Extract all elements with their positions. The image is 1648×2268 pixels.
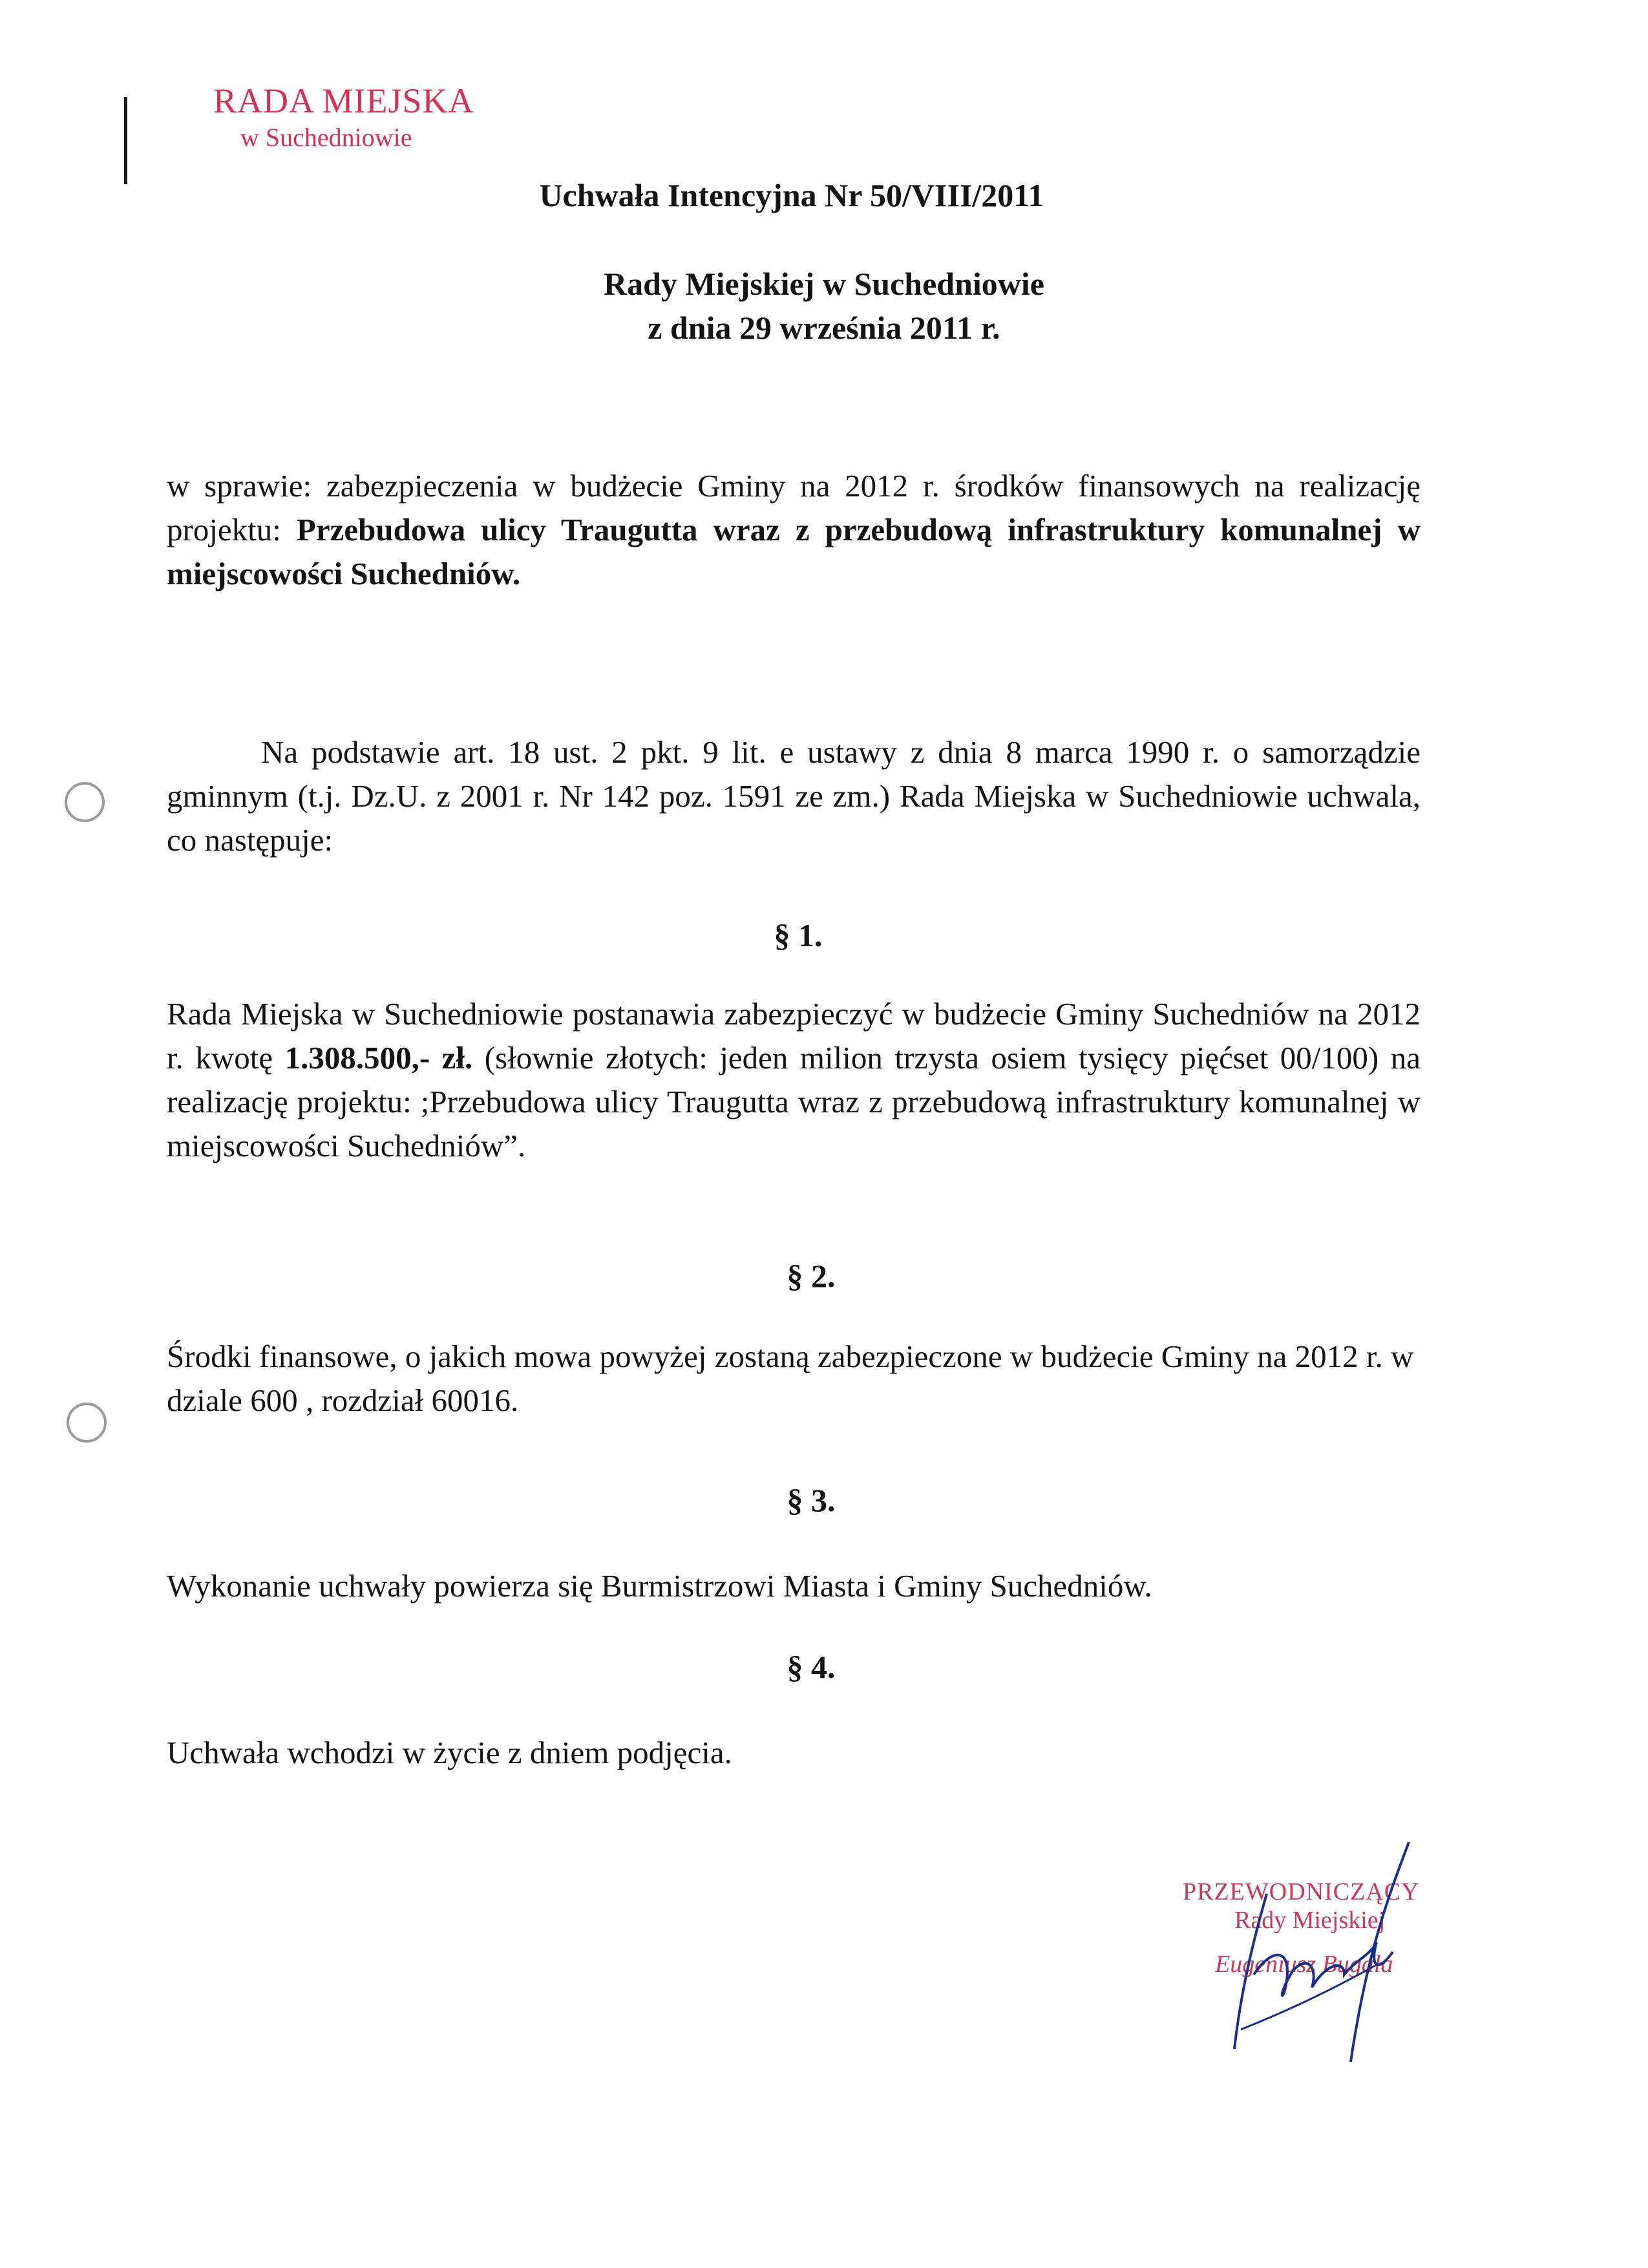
resolution-title: Uchwała Intencyjna Nr 50/VIII/2011 [539, 177, 1044, 213]
section-2-text: Środki finansowe, o jakich mowa powyżej zostaną zabezpieczone w budżecie Gminy na 2012 r. w dziale 600 , rozdział 60016. [167, 1339, 1414, 1418]
section-mark-4: § 4. [787, 1649, 836, 1685]
chairman-stamp-line-1: PRZEWODNICZĄCY [1183, 1878, 1420, 1905]
resolution-subject [167, 464, 1421, 596]
section-1-amount: 1.308.500,- zł. [284, 1040, 473, 1076]
section-1-after: (słownie złotych: jeden milion trzysta osiem tysięcy pięćset 00/100) na realizację projektu: ;Przebudowa ulicy Traugutta wraz z przebudową infrastruktury komunalnej w miejscowości Suchedniów”. [167, 1040, 1421, 1163]
section-4-text: Uchwała wchodzi w życie z dniem podjęcia. [167, 1735, 732, 1770]
resolution-issuer: Rady Miejskiej w Suchedniowie [604, 266, 1044, 302]
legal-basis: Na podstawie art. 18 ust. 2 pkt. 9 lit. e ustawy z dnia 8 marca 1990 r. o samorządzie gminnym (t.j. Dz.U. z 2001 r. Nr 142 poz. 1591 ze zm.) Rada Miejska w Suchedniowie uchwala, co następuje: [167, 734, 1421, 858]
subject-project: Przebudowa ulicy Traugutta wraz z przebudową infrastruktury komunalnej w miejscowości Suchedniów. [167, 512, 1421, 591]
punch-hole-top [65, 782, 105, 822]
section-1-before: Rada Miejska w Suchedniowie postanawia zabezpieczyć w budżecie Gminy Suchedniów na 2012 r. kwotę [167, 996, 1421, 1076]
stamp-line-1: RADA MIEJSKA [213, 81, 474, 120]
section-mark-1: § 1. [774, 917, 823, 953]
margin-line [124, 97, 127, 184]
stamp-line-2: w Suchedniowie [240, 123, 412, 152]
subject-prefix: w sprawie: zabezpieczenia w budżecie Gminy na 2012 r. środków finansowych na realizację projektu: [167, 468, 1421, 547]
handwritten-signature [1215, 1836, 1486, 2068]
chairman-stamp-line-3: Eugeniusz Bugała [1215, 1951, 1393, 1978]
council-stamp [213, 81, 474, 153]
chairman-stamp-line-2: Rady Miejskiej [1234, 1907, 1386, 1934]
section-mark-3: § 3. [787, 1482, 836, 1518]
section-mark-2: § 2. [787, 1258, 836, 1294]
punch-hole-bottom [67, 1403, 107, 1443]
section-1-text [167, 992, 1421, 1168]
resolution-date: z dnia 29 września 2011 r. [648, 310, 1000, 346]
section-3-text: Wykonanie uchwały powierza się Burmistrzowi Miasta i Gminy Suchedniów. [167, 1568, 1152, 1604]
